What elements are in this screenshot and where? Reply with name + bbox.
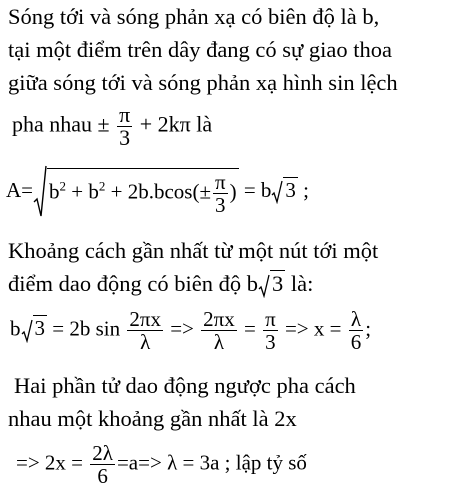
fraction-numerator: 2πx	[129, 307, 161, 331]
fraction-2pix-lambda	[127, 308, 163, 353]
lambda-equals-3a: =a=> λ = 3a	[116, 450, 220, 475]
line-suffix: là:	[290, 271, 314, 296]
text-line-6: Khoảng cách gần nhất từ một nút tới một	[8, 238, 379, 263]
amplitude-text: điểm dao động có biên độ	[8, 271, 242, 296]
text-line-9: Hai phần tử dao động ngược pha cách	[14, 373, 356, 398]
fraction-denominator: 3	[119, 125, 131, 150]
text-line-3: giữa sóng tới và sóng phản xạ hình sin lệch	[8, 70, 398, 95]
pi-over-3-fraction	[263, 308, 278, 353]
text-line-1: Sóng tới và sóng phản xạ có biên độ là b,	[8, 4, 380, 29]
implies-x: => x =	[284, 316, 342, 341]
plus-sign: +	[71, 179, 84, 204]
fraction-numerator: π	[119, 102, 131, 127]
pi-over-3-fraction	[117, 104, 132, 149]
pi-over-3-fraction	[213, 171, 228, 216]
fraction-denominator: 6	[350, 330, 362, 354]
semicolon: ;	[365, 316, 372, 341]
fraction-denominator: 6	[97, 464, 108, 488]
implies-arrow: =>	[170, 316, 194, 341]
text-line-10: nhau một khoảng gần nhất là 2x	[8, 406, 297, 431]
term-b: b	[246, 271, 258, 296]
phase-suffix: + 2kπ là	[139, 111, 213, 137]
fraction-numerator: 2πx	[203, 307, 235, 331]
fraction-denominator: λ	[140, 330, 151, 354]
fraction-numerator: π	[214, 170, 226, 194]
amplitude-result: = b	[243, 177, 272, 202]
cos-term: + 2b.bcos(±	[110, 179, 211, 204]
ratio-text: ; lập tỷ số	[224, 450, 307, 475]
fraction-2pix-lambda	[201, 308, 237, 353]
sqrt-radicand: 3	[285, 177, 296, 202]
phase-prefix: pha nhau ±	[12, 111, 110, 137]
fraction-2lambda-6	[90, 442, 115, 487]
fraction-denominator: λ	[213, 330, 225, 354]
sqrt-radicand: 3	[34, 316, 45, 341]
sqrt-sign-icon	[21, 319, 33, 343]
radicand	[47, 168, 239, 216]
exponent: 2	[59, 178, 67, 194]
implies-2x: => 2x =	[16, 450, 84, 475]
fraction-numerator: π	[265, 307, 276, 331]
sin-function: sin	[95, 316, 121, 341]
term-b: b	[88, 179, 99, 204]
term-b: b	[10, 316, 21, 341]
amplitude-equation	[6, 164, 309, 220]
term-b: b	[49, 179, 60, 204]
sqrt-sign-icon	[271, 180, 283, 204]
equals-2b: = 2b	[52, 316, 91, 341]
fraction-denominator: 3	[215, 193, 226, 217]
sqrt-sign-icon	[258, 274, 270, 298]
text-line-2: tại một điểm trên dây đang có sự giao thoa	[8, 37, 392, 62]
equals-sign: =	[244, 316, 256, 341]
final-equation	[16, 442, 307, 487]
semicolon: ;	[303, 177, 310, 202]
lambda-over-6-fraction	[349, 308, 364, 353]
fraction-numerator: 2λ	[92, 441, 113, 465]
fraction-numerator: λ	[349, 308, 364, 331]
sqrt-radicand: 3	[271, 271, 284, 296]
fraction-denominator: 3	[265, 330, 276, 354]
phase-line	[12, 104, 212, 149]
distance-equation	[10, 308, 371, 353]
text-line-7	[8, 270, 313, 298]
sqrt-sign-icon	[33, 164, 47, 220]
amplitude-lhs: A=	[6, 177, 34, 202]
exponent: 2	[98, 178, 106, 194]
close-paren: )	[229, 179, 237, 204]
